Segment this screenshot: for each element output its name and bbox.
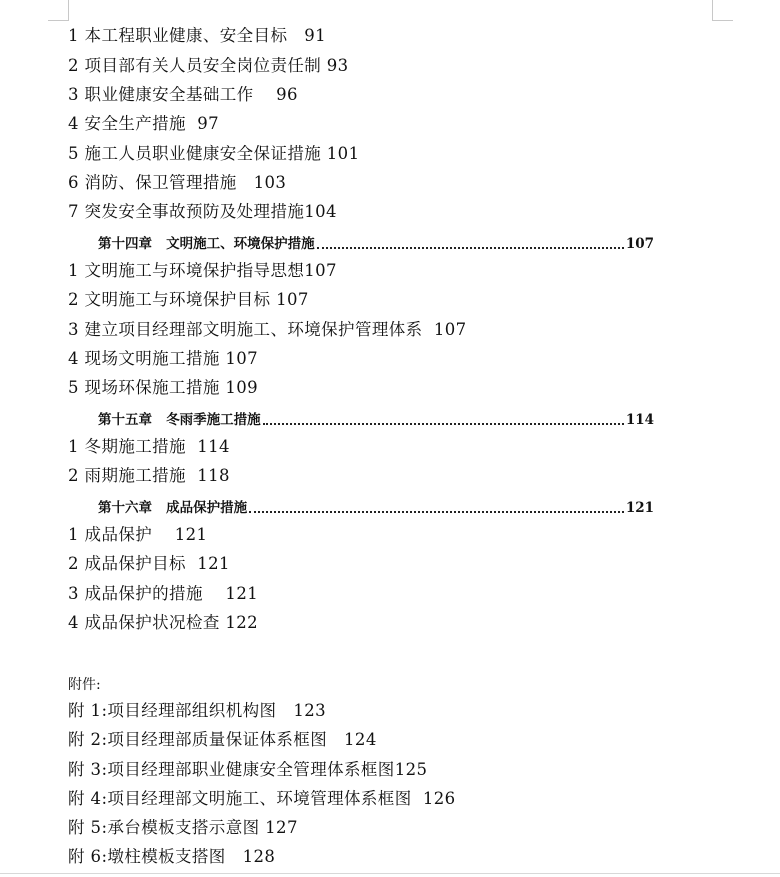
toc-entry[interactable]: 1 冬期施工措施 114 <box>68 437 230 456</box>
appendix-entry[interactable]: 附 6:墩柱模板支搭图 128 <box>68 847 276 866</box>
appendix-label: 附件: <box>68 677 101 693</box>
toc-entry[interactable]: 5 施工人员职业健康安全保证措施 101 <box>68 144 360 163</box>
chapter-page-number: 114 <box>625 412 654 428</box>
appendix-entry[interactable]: 附 4:项目经理部文明施工、环境管理体系框图 126 <box>68 789 456 808</box>
chapter-title: 第十四章 文明施工、环境保护措施 <box>98 236 315 252</box>
toc-entry[interactable]: 1 成品保护 121 <box>68 525 208 544</box>
toc-entry[interactable]: 5 现场环保施工措施 109 <box>68 378 259 397</box>
toc-entry[interactable]: 7 突发安全事故预防及处理措施104 <box>68 202 337 221</box>
chapter-page-number: 121 <box>625 500 654 516</box>
toc-chapter-15[interactable] <box>98 407 654 429</box>
page-bottom-edge <box>0 873 780 874</box>
toc-entry[interactable]: 2 项目部有关人员安全岗位责任制 93 <box>68 56 349 75</box>
toc-entry[interactable]: 3 职业健康安全基础工作 96 <box>68 85 298 104</box>
chapter-page-number: 107 <box>625 236 654 252</box>
toc-entry[interactable]: 1 本工程职业健康、安全目标 91 <box>68 26 327 45</box>
toc-entry[interactable]: 4 安全生产措施 97 <box>68 114 220 133</box>
toc-entry[interactable]: 3 成品保护的措施 121 <box>68 584 259 603</box>
toc-entry[interactable]: 2 文明施工与环境保护目标 107 <box>68 290 309 309</box>
toc-entry[interactable]: 6 消防、保卫管理措施 103 <box>68 173 287 192</box>
dot-leader <box>317 247 624 249</box>
toc-entry[interactable]: 4 现场文明施工措施 107 <box>68 349 259 368</box>
appendix-entry[interactable]: 附 5:承台模板支搭示意图 127 <box>68 818 298 837</box>
chapter-title: 第十六章 成品保护措施 <box>98 500 248 516</box>
toc-chapter-14[interactable] <box>98 231 654 253</box>
toc-entry[interactable]: 4 成品保护状况检查 122 <box>68 613 259 632</box>
page-corner-mark-left <box>48 0 69 21</box>
toc-entry[interactable]: 2 雨期施工措施 118 <box>68 466 230 485</box>
page-corner-mark-right <box>712 0 733 21</box>
toc-entry[interactable]: 2 成品保护目标 121 <box>68 554 230 573</box>
dot-leader <box>263 423 624 425</box>
toc-chapter-16[interactable] <box>98 495 654 517</box>
appendix-entry[interactable]: 附 2:项目经理部质量保证体系框图 124 <box>68 730 377 749</box>
toc-entry[interactable]: 1 文明施工与环境保护指导思想107 <box>68 261 337 280</box>
dot-leader <box>249 511 624 513</box>
toc-entry[interactable]: 3 建立项目经理部文明施工、环境保护管理体系 107 <box>68 320 467 339</box>
chapter-title: 第十五章 冬雨季施工措施 <box>98 412 261 428</box>
appendix-entry[interactable]: 附 3:项目经理部职业健康安全管理体系框图125 <box>68 760 428 779</box>
appendix-entry[interactable]: 附 1:项目经理部组织机构图 123 <box>68 701 327 720</box>
